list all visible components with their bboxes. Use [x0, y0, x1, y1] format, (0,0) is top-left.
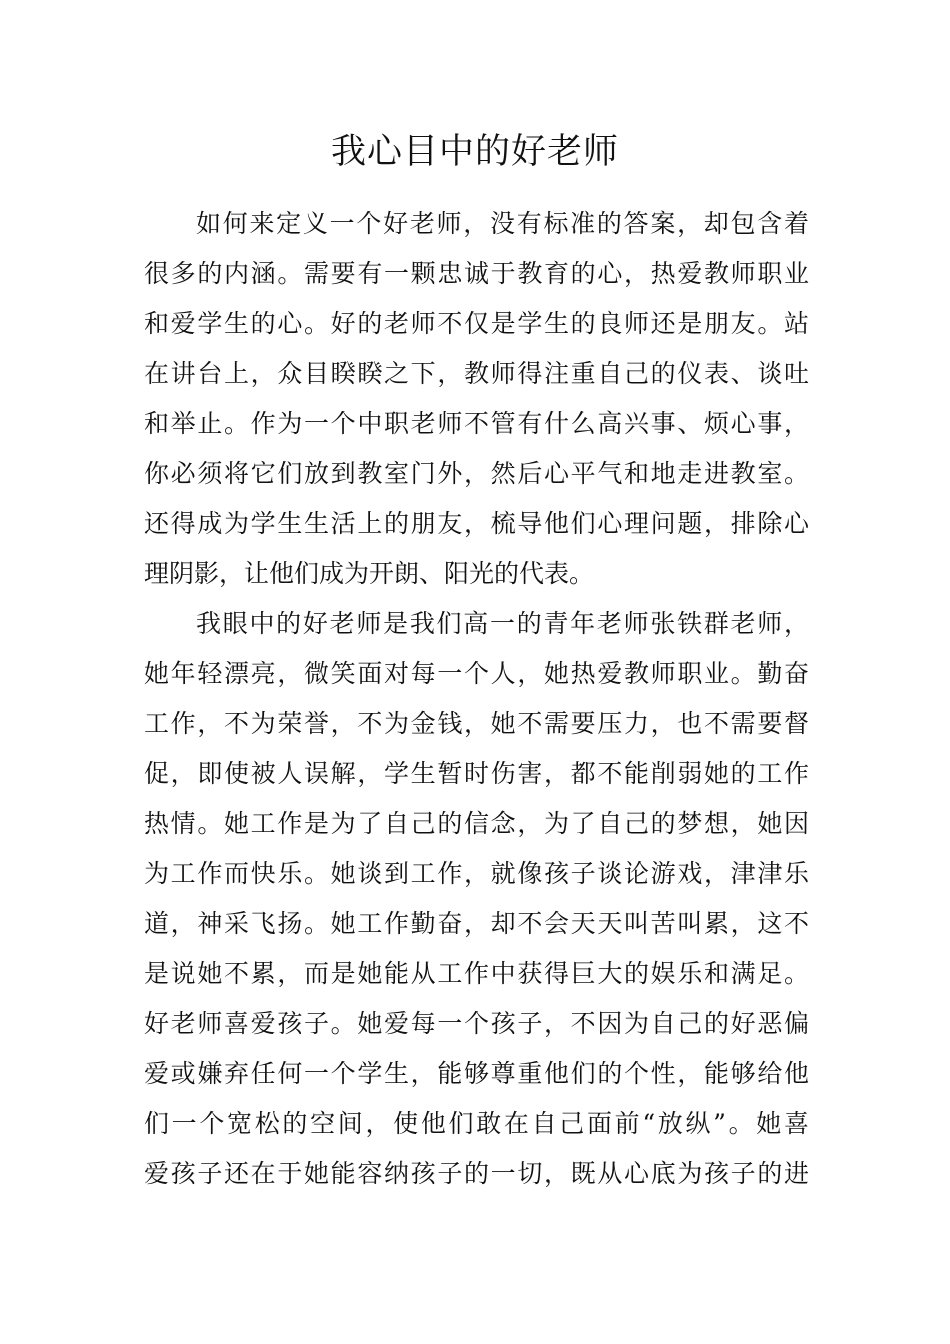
text-line: 们一个宽松的空间，使他们敢在自己面前“放纵”。她喜: [144, 1109, 809, 1138]
text-line: 为工作而快乐。她谈到工作，就像孩子谈论游戏，津津乐: [144, 859, 809, 888]
text-line: 工作，不为荣誉，不为金钱，她不需要压力，也不需要督: [144, 709, 809, 738]
text-line: 你必须将它们放到教室门外，然后心平气和地走进教室。: [144, 459, 809, 488]
text-line: 还得成为学生生活上的朋友，梳导他们心理问题，排除心: [144, 509, 809, 538]
text-line: 理阴影，让他们成为开朗、阳光的代表。: [144, 559, 595, 588]
text-line: 道，神采飞扬。她工作勤奋，却不会天天叫苦叫累，这不: [144, 909, 809, 938]
text-line: 好老师喜爱孩子。她爱每一个孩子，不因为自己的好恶偏: [144, 1009, 809, 1038]
text-line: 如何来定义一个好老师，没有标准的答案，却包含着: [196, 209, 809, 238]
text-line: 很多的内涵。需要有一颗忠诚于教育的心，热爱教师职业: [144, 259, 809, 288]
text-line: 在讲台上，众目睽睽之下，教师得注重自己的仪表、谈吐: [144, 359, 809, 388]
document-body: [144, 199, 809, 1199]
text-line: 她年轻漂亮，微笑面对每一个人，她热爱教师职业。勤奋: [144, 659, 809, 688]
text-line: 和爱学生的心。好的老师不仅是学生的良师还是朋友。站: [144, 309, 809, 338]
text-line: 热情。她工作是为了自己的信念，为了自己的梦想，她因: [144, 809, 809, 838]
text-line: 爱或嫌弃任何一个学生，能够尊重他们的个性，能够给他: [144, 1059, 809, 1088]
text-line: 我眼中的好老师是我们高一的青年老师张铁群老师，: [196, 609, 809, 638]
text-line: 和举止。作为一个中职老师不管有什么高兴事、烦心事，: [144, 409, 809, 438]
document-title: 我心目中的好老师: [330, 132, 619, 172]
text-line: 爱孩子还在于她能容纳孩子的一切，既从心底为孩子的进: [144, 1159, 809, 1188]
text-line: 促，即使被人误解，学生暂时伤害，都不能削弱她的工作: [144, 759, 809, 788]
text-line: 是说她不累，而是她能从工作中获得巨大的娱乐和满足。: [144, 959, 809, 988]
